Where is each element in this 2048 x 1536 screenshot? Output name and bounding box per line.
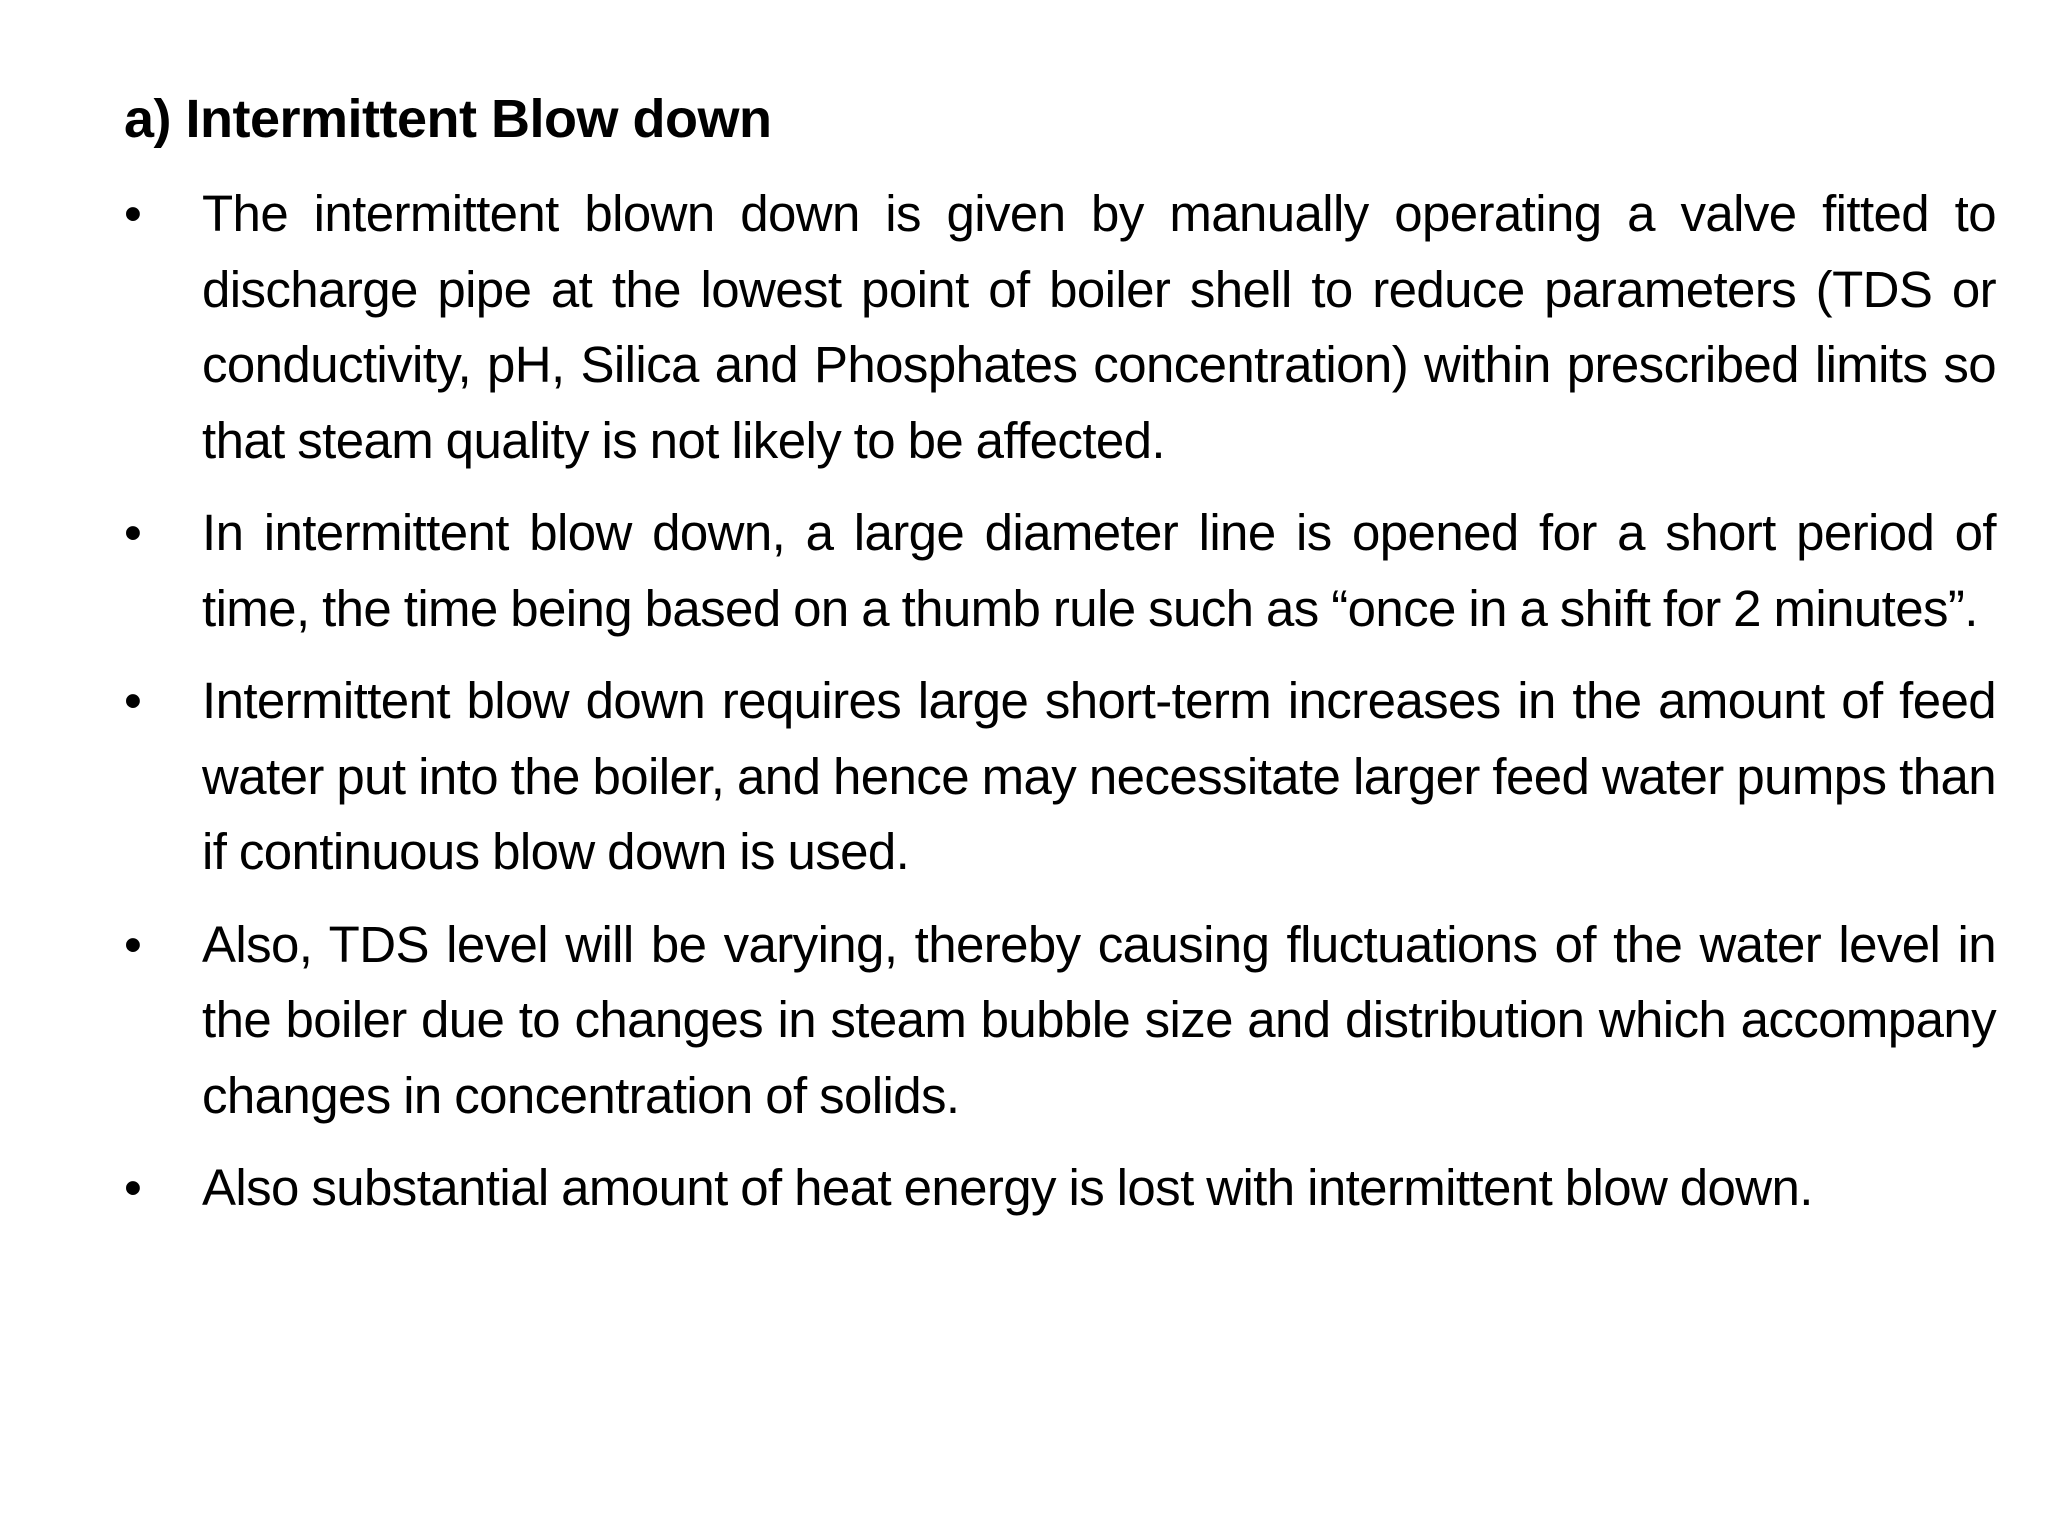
bullet-item	[124, 907, 1996, 1134]
bullet-dot-icon: •	[124, 185, 142, 242]
bullet-text: Intermittent blow down requires large short-term increases in the amount of feed water put into the boiler, and hence may necessitate larger feed water pumps than if continuous blow down is used.	[202, 672, 1996, 880]
bullet-dot-icon: •	[124, 1159, 142, 1216]
bullet-text: Also substantial amount of heat energy is lost with intermittent blow down.	[202, 1159, 1813, 1216]
bullet-text: The intermittent blown down is given by manually operating a valve fitted to discharge pipe at the lowest point of boiler shell to reduce parameters (TDS or conductivity, pH, Silica and Phosphates concentration) within prescribed limits so that steam quality is not likely to be affected.	[202, 185, 1996, 469]
bullet-item	[124, 1150, 1996, 1226]
bullet-dot-icon: •	[124, 672, 142, 729]
bullet-list	[124, 176, 1996, 1243]
bullet-dot-icon: •	[124, 504, 142, 561]
bullet-item	[124, 663, 1996, 890]
bullet-text: In intermittent blow down, a large diameter line is opened for a short period of time, the time being based on a thumb rule such as “once in a shift for 2 minutes”.	[202, 504, 1996, 637]
slide-heading: a) Intermittent Blow down	[124, 89, 772, 149]
bullet-dot-icon: •	[124, 915, 142, 973]
bullet-item	[124, 176, 1996, 478]
bullet-text: Also, TDS level will be varying, thereby causing fluctuations of the water level in the boiler due to changes in steam bubble size and distribution which accompany changes in concentration of solids.	[202, 915, 1996, 1124]
bullet-item	[124, 495, 1996, 646]
